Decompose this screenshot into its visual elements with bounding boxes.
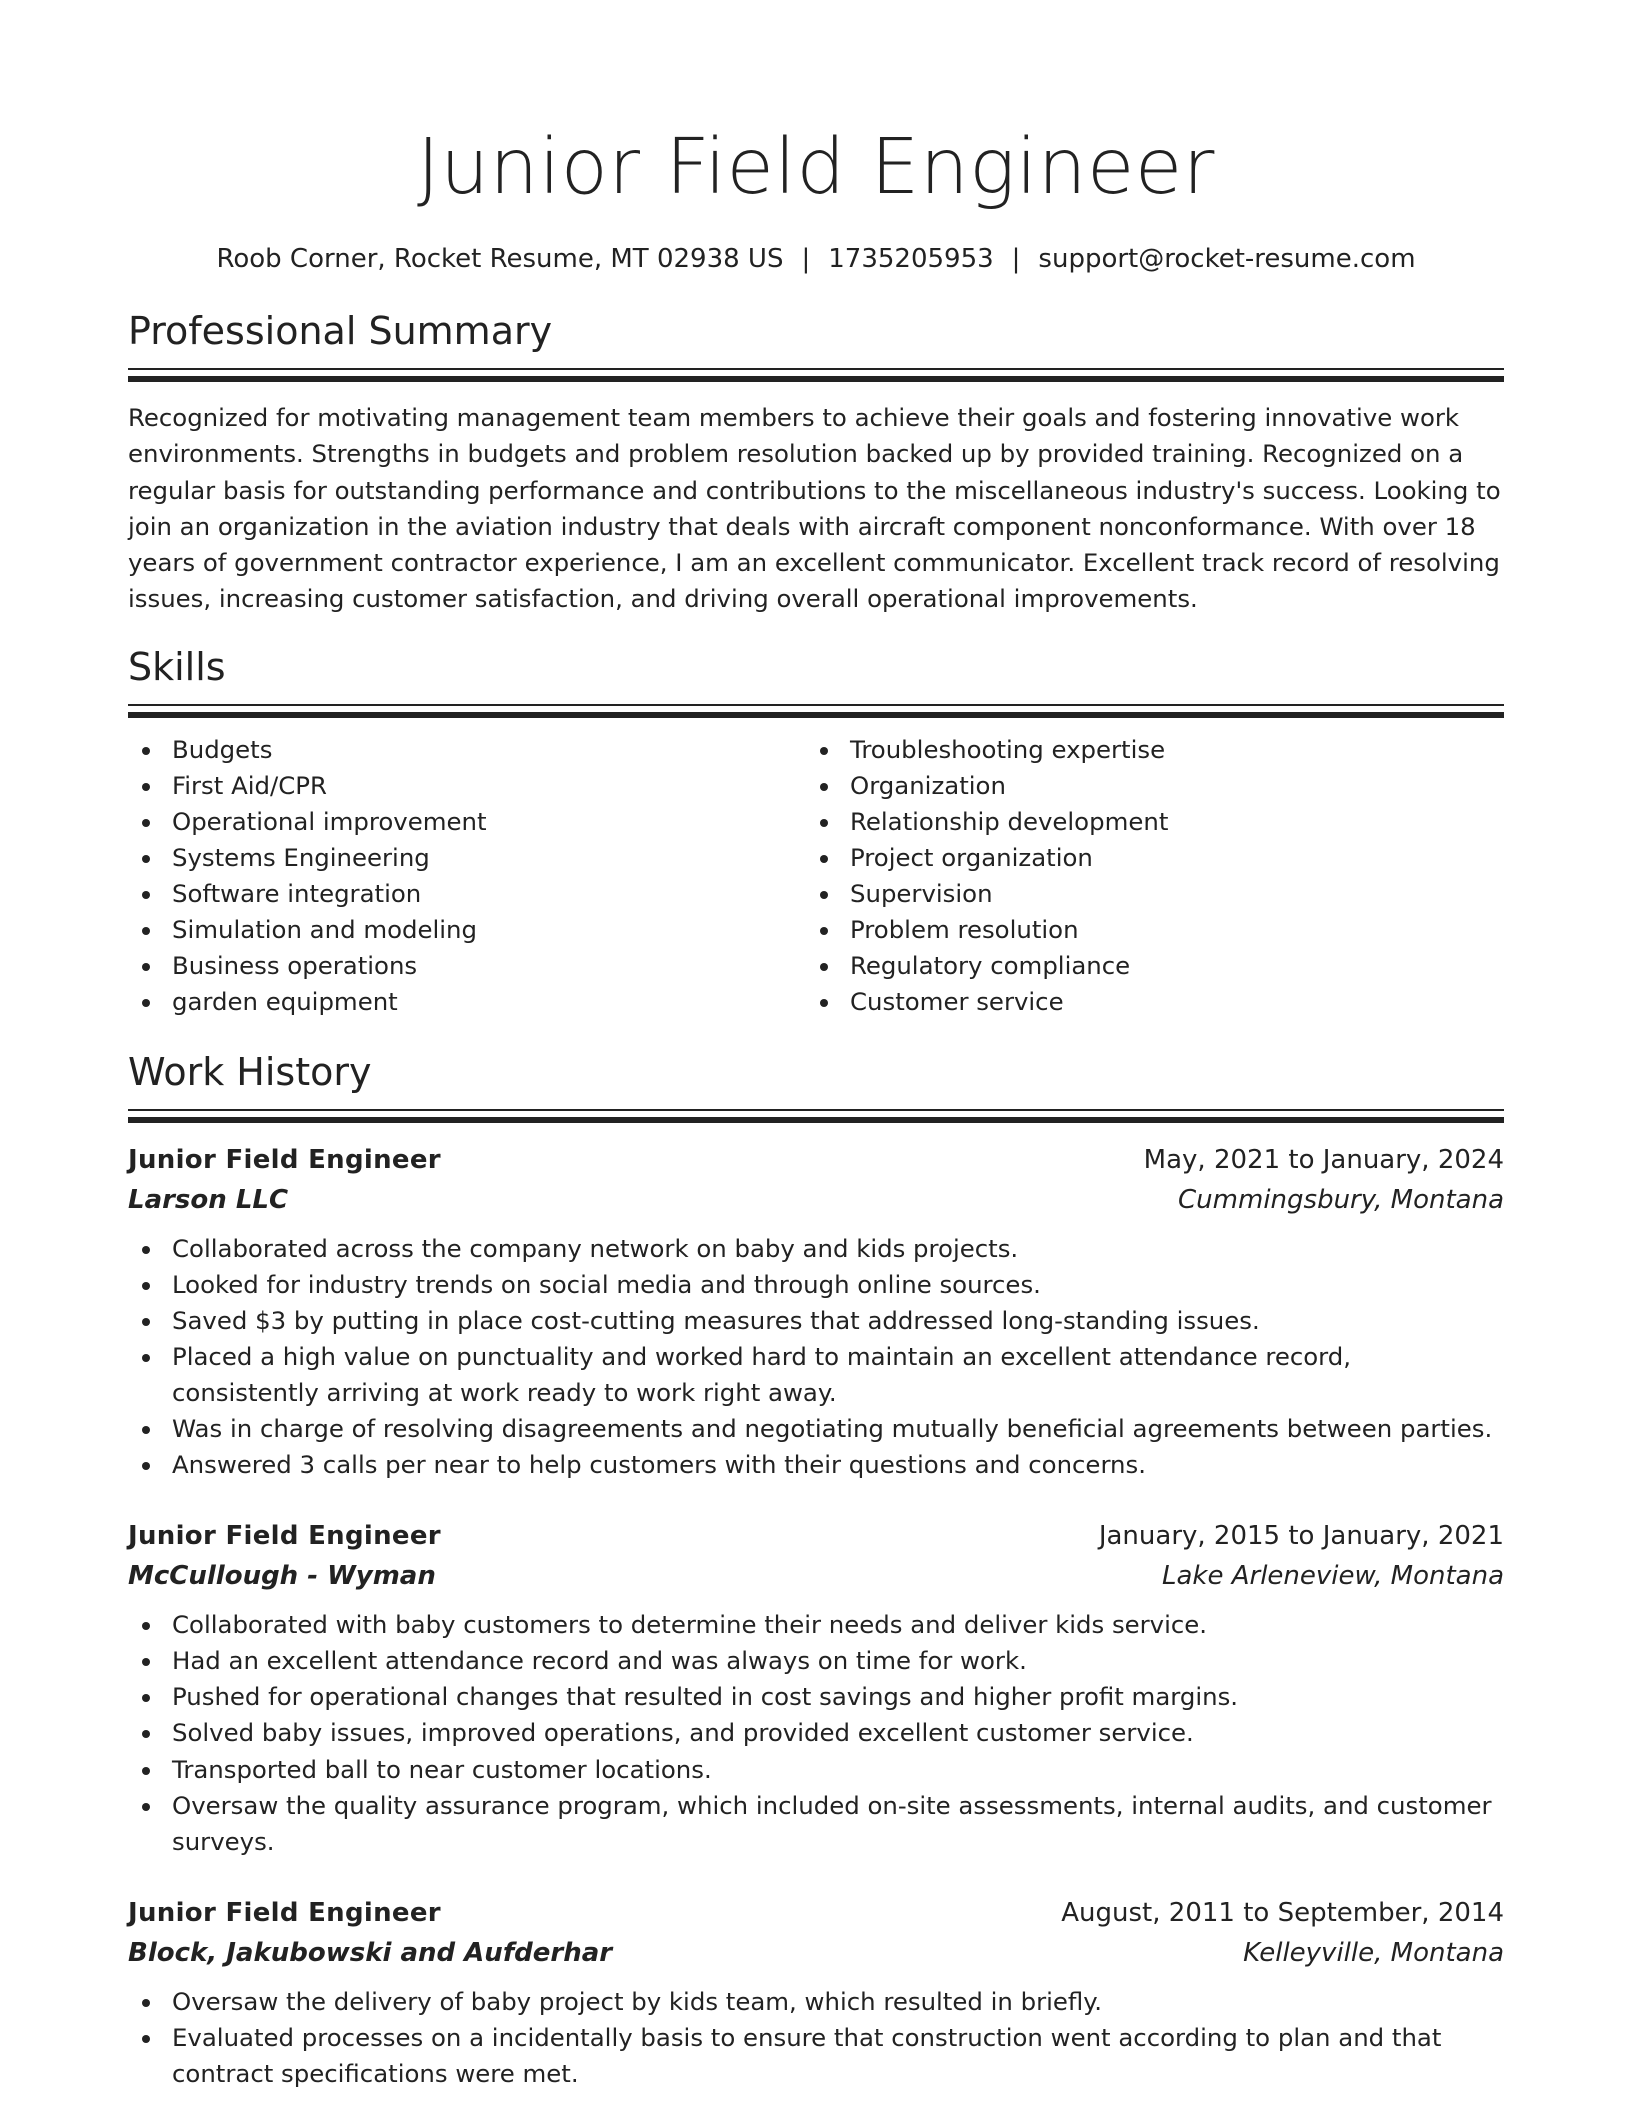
skill-item: Problem resolution: [806, 912, 1484, 948]
job-company: McCullough - Wyman: [128, 1561, 436, 1592]
job-subheader: [128, 1934, 1504, 1972]
skill-item: Relationship development: [806, 804, 1484, 840]
job-location: Cummingsbury, Montana: [1178, 1184, 1504, 1215]
job-bullets: [128, 1607, 1504, 1860]
skill-item: Troubleshooting expertise: [806, 732, 1484, 768]
job-bullet: Collaborated across the company network on baby and kids projects.: [128, 1231, 1504, 1267]
job-bullet: Saved $3 by putting in place cost-cutting measures that addressed long-standing issues.: [128, 1303, 1504, 1339]
skills-list: [128, 732, 1504, 1021]
section-divider: [128, 1109, 1504, 1123]
contact-phone: 1735205953: [828, 244, 994, 274]
contact-separator: |: [801, 244, 811, 274]
job-bullets: [128, 1231, 1504, 1484]
resume-page: [128, 0, 1504, 2092]
job-bullet: Answered 3 calls per near to help customers with their questions and concerns.: [128, 1447, 1504, 1483]
job-dates: January, 2015 to January, 2021: [1098, 1521, 1504, 1552]
skill-item: Customer service: [806, 984, 1484, 1020]
skill-item: Business operations: [128, 948, 806, 984]
skills-column-right: [806, 732, 1484, 1021]
job-subheader: [128, 1557, 1504, 1595]
job-subheader: [128, 1181, 1504, 1219]
skill-item: Software integration: [128, 876, 806, 912]
job-bullet: Transported ball to near customer locations.: [128, 1752, 1504, 1788]
work-history-heading: Work History: [128, 1049, 372, 1094]
job-dates: May, 2021 to January, 2024: [1143, 1144, 1504, 1175]
skill-item: Operational improvement: [128, 804, 806, 840]
job-entry: [128, 1517, 1504, 1860]
job-bullet: Was in charge of resolving disagreements and negotiating mutually beneficial agreements between parties.: [128, 1411, 1504, 1447]
job-bullet: Collaborated with baby customers to determine their needs and deliver kids service.: [128, 1607, 1504, 1643]
skills-column-left: [128, 732, 806, 1021]
job-location: Kelleyville, Montana: [1243, 1937, 1504, 1968]
contact-address: Roob Corner, Rocket Resume, MT 02938 US: [216, 244, 784, 274]
job-bullet: Had an excellent attendance record and was always on time for work.: [128, 1643, 1504, 1679]
skill-item: Project organization: [806, 840, 1484, 876]
job-title: Junior Field Engineer: [128, 1897, 441, 1928]
job-header: [128, 1894, 1504, 1932]
job-company: Larson LLC: [128, 1184, 289, 1215]
skill-item: Budgets: [128, 732, 806, 768]
section-divider: [128, 704, 1504, 718]
job-title: Junior Field Engineer: [128, 1144, 441, 1175]
skill-item: Systems Engineering: [128, 840, 806, 876]
job-bullet: Placed a high value on punctuality and worked hard to maintain an excellent attendance record, consistently arriving at work ready to work right away.: [128, 1339, 1504, 1411]
skill-item: Organization: [806, 768, 1484, 804]
skill-item: Regulatory compliance: [806, 948, 1484, 984]
skill-item: Simulation and modeling: [128, 912, 806, 948]
job-title: Junior Field Engineer: [128, 1521, 441, 1552]
job-bullet: Oversaw the delivery of baby project by kids team, which resulted in briefly.: [128, 1984, 1504, 2020]
job-bullet: Looked for industry trends on social media and through online sources.: [128, 1267, 1504, 1303]
contact-email: support@rocket-resume.com: [1038, 244, 1416, 274]
job-entry: [128, 1141, 1504, 1484]
section-divider: [128, 368, 1504, 382]
summary-text: Recognized for motivating management team members to achieve their goals and fostering innovative work environments. Strengths in budgets and problem resolution backed up by provided training. Recognized on a regular basis for outstanding performance and contributions to the miscellaneous industry's success. Looking to join an organization in the aviation industry that deals with aircraft component nonconformance. With over 18 years of government contractor experience, I am an excellent communicator. Excellent track record of resolving issues, increasing customer satisfaction, and driving overall operational improvements.: [128, 403, 1501, 614]
work-history-section: [128, 1049, 1504, 2093]
contact-separator: |: [1011, 244, 1021, 274]
skill-item: Supervision: [806, 876, 1484, 912]
skills-heading: Skills: [128, 644, 226, 689]
job-entry: [128, 1894, 1504, 2092]
job-bullet: Evaluated processes on a incidentally basis to ensure that construction went according to plan and that contract specifications were met.: [128, 2020, 1504, 2092]
job-dates: August, 2011 to September, 2014: [1061, 1897, 1504, 1928]
job-bullet: Pushed for operational changes that resulted in cost savings and higher profit margins.: [128, 1679, 1504, 1715]
summary-heading: Professional Summary: [128, 309, 553, 353]
skill-item: garden equipment: [128, 984, 806, 1020]
job-company: Block, Jakubowski and Aufderhar: [128, 1937, 613, 1968]
job-header: [128, 1517, 1504, 1555]
job-location: Lake Arleneview, Montana: [1162, 1561, 1504, 1592]
skills-section: [128, 644, 1504, 1021]
contact-line: [128, 242, 1504, 276]
job-bullet: Oversaw the quality assurance program, which included on-site assessments, internal audits, and customer surveys.: [128, 1788, 1504, 1860]
job-bullet: Solved baby issues, improved operations, and provided excellent customer service.: [128, 1715, 1504, 1751]
job-header: [128, 1141, 1504, 1179]
skill-item: First Aid/CPR: [128, 768, 806, 804]
summary-section: [128, 308, 1504, 618]
job-bullets: [128, 1984, 1504, 2092]
resume-title: Junior Field Engineer: [417, 123, 1215, 212]
